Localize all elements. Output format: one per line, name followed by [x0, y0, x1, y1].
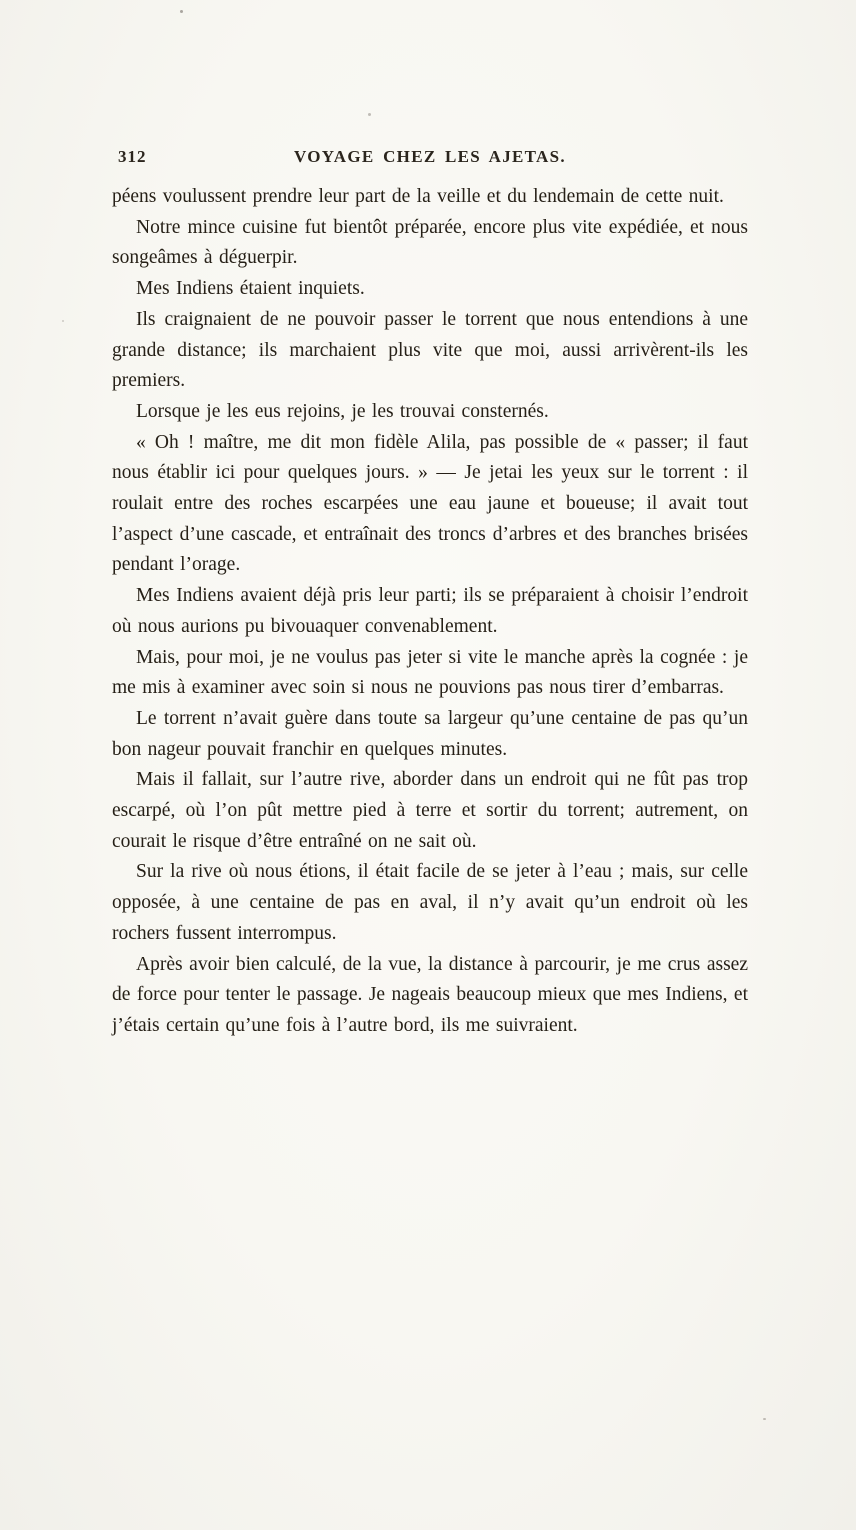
paragraph: Notre mince cuisine fut bientôt préparée, encore plus vite expédiée, et nous songeâmes à déguerpir. [112, 216, 748, 269]
scan-speck [368, 113, 371, 116]
paragraph: Lorsque je les eus rejoins, je les trouvai consternés. [136, 400, 549, 422]
paragraph: Mais il fallait, sur l’autre rive, aborder dans un endroit qui ne fût pas trop escarpé, où l’on pût mettre pied à terre et sortir du torrent; autrement, on courait le risque d’être entraîné on ne sait où. [112, 769, 748, 852]
paragraph: « Oh ! maître, me dit mon fidèle Alila, pas possible de « passer; il faut nous établir ici pour quelques jours. » — Je jetai les yeux sur le torrent : il roulait entre des roches escarpées une eau jaune et boueuse; il avait tout l’aspect d’une cascade, et entraînait des troncs d’arbres et des branches brisées pendant l’orage. [112, 431, 748, 576]
paragraph: Mais, pour moi, je ne voulus pas jeter si vite le manche après la cognée : je me mis à examiner avec soin si nous ne pouvions pas nous tirer d’embarras. [112, 646, 748, 699]
page-number: 312 [118, 147, 147, 166]
scan-speck [180, 10, 183, 13]
paragraph: Mes Indiens avaient déjà pris leur parti; ils se préparaient à choisir l’endroit où nous aurions pu bivouaquer convenablement. [112, 585, 748, 637]
running-title: VOYAGE CHEZ LES AJETAS. [294, 147, 566, 166]
paragraph: Le torrent n’avait guère dans toute sa largeur qu’une centaine de pas qu’un bon nageur pouvait franchir en quelques minutes. [112, 707, 748, 760]
paragraph: Sur la rive où nous étions, il était facile de se jeter à l’eau ; mais, sur celle opposée, à une centaine de pas en aval, il n’y avait qu’un endroit où les rochers fussent interrompus. [112, 861, 748, 944]
paragraph: péens voulussent prendre leur part de la veille et du lendemain de cette nuit. [112, 186, 724, 207]
page-body [112, 182, 748, 1042]
paragraph: Après avoir bien calculé, de la vue, la distance à parcourir, je me crus assez de force pour tenter le passage. Je nageais beaucoup mieux que mes Indiens, et j’étais certain qu’une fois à l’autre bord, ils me suivraient. [112, 953, 748, 1036]
paragraph: Mes Indiens étaient inquiets. [136, 278, 365, 300]
page-header [112, 147, 748, 171]
paragraph: Ils craignaient de ne pouvoir passer le torrent que nous entendions à une grande distance; ils marchaient plus vite que moi, aussi arrivèrent-ils les premiers. [112, 308, 748, 392]
scan-speck [62, 320, 64, 322]
scan-speck [763, 1418, 766, 1420]
